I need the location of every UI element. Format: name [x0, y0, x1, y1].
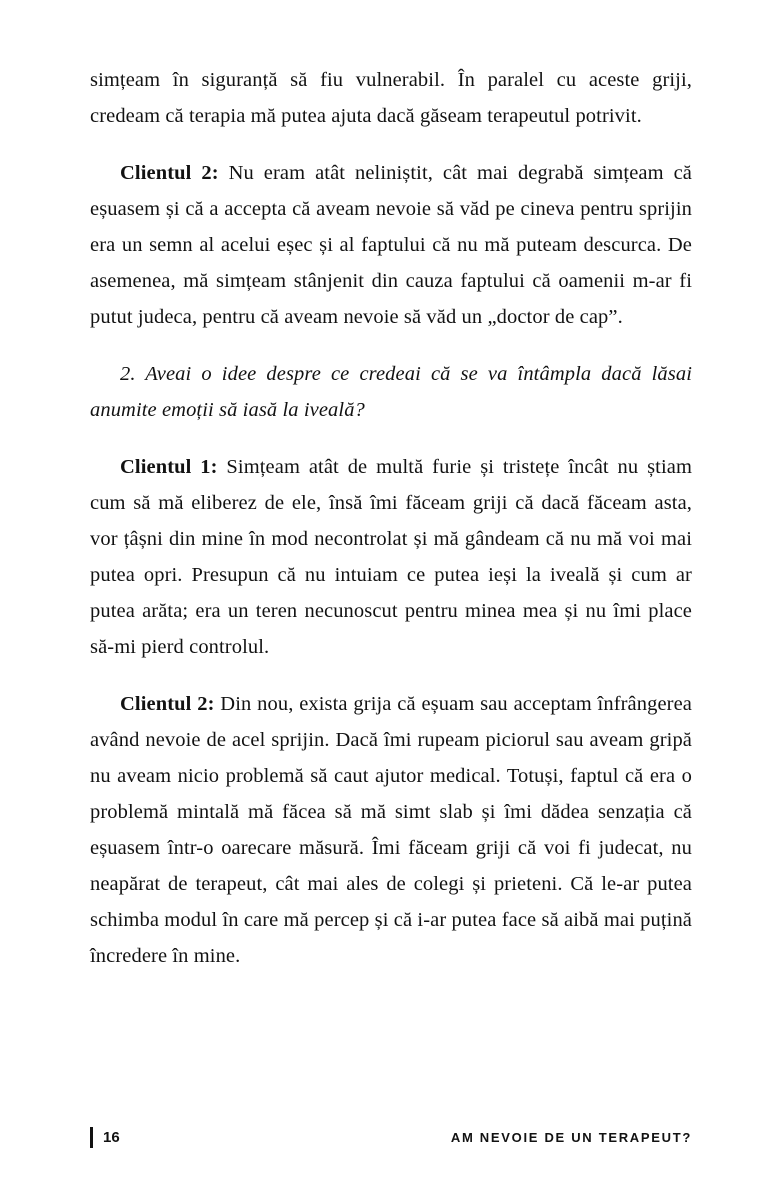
paragraph	[90, 155, 692, 335]
question-text: 2. Aveai o idee despre ce credeai că se va întâmpla dacă lăsai anumite emoții să iasă la iveală?	[90, 363, 692, 421]
paragraph-text: Nu eram atât neliniștit, cât mai degrabă simțeam că eșuasem și că a accepta că aveam nevoie să văd pe cineva pentru sprijin era un semn al acelui eșec și al faptului că nu mă puteam descurca. De asemenea, mă simțeam stânjenit din cauza faptului că oamenii m-ar fi putut judeca, pentru că aveam nevoie să văd un „doctor de cap”.	[90, 162, 693, 328]
paragraph-text: simțeam în siguranță să fiu vulnerabil. În paralel cu aceste griji, credeam că terapia mă putea ajuta dacă găseam terapeutul potrivit.	[90, 69, 692, 127]
paragraph	[90, 449, 692, 665]
speaker-label: Clientul 2:	[120, 693, 215, 715]
running-title: AM NEVOIE DE UN TERAPEUT?	[450, 1129, 692, 1145]
speaker-label: Clientul 2:	[120, 162, 219, 184]
page-footer	[90, 1124, 692, 1150]
page-number-group	[90, 1127, 120, 1148]
speaker-label: Clientul 1:	[120, 456, 218, 478]
paragraph	[90, 686, 692, 974]
paragraph-text: Din nou, exista grija că eșuam sau acceptam înfrângerea având nevoie de acel sprijin. Dacă îmi rupeam piciorul sau aveam gripă nu aveam nicio problemă să caut ajutor medical. Totuși, faptul că era o problemă mintală mă făcea să mă simt slab și îmi dădea senzația că eșuasem într-o oarecare măsură. Îmi făceam griji că voi fi judecat, nu neapărat de terapeut, cât mai ales de colegi și prieteni. Că le-ar putea schimba modul în care mă percep și că i-ar putea face să aibă mai puțină încredere în mine.	[90, 693, 692, 967]
paragraph	[90, 62, 692, 134]
interview-question	[90, 356, 692, 428]
page-text-block	[90, 62, 692, 995]
page-number: 16	[103, 1128, 120, 1146]
footer-rule-icon	[90, 1127, 93, 1148]
paragraph-text: Simțeam atât de multă furie și tristețe încât nu știam cum să mă eliberez de ele, însă îmi făceam griji că dacă făceam asta, vor țâșni din mine în mod necontrolat și mă gândeam că nu mă voi mai putea opri. Presupun că nu intuiam ce putea ieși la iveală și cum ar putea arăta; era un teren necunoscut pentru minea mea și nu îmi place să-mi pierd controlul.	[90, 456, 693, 658]
